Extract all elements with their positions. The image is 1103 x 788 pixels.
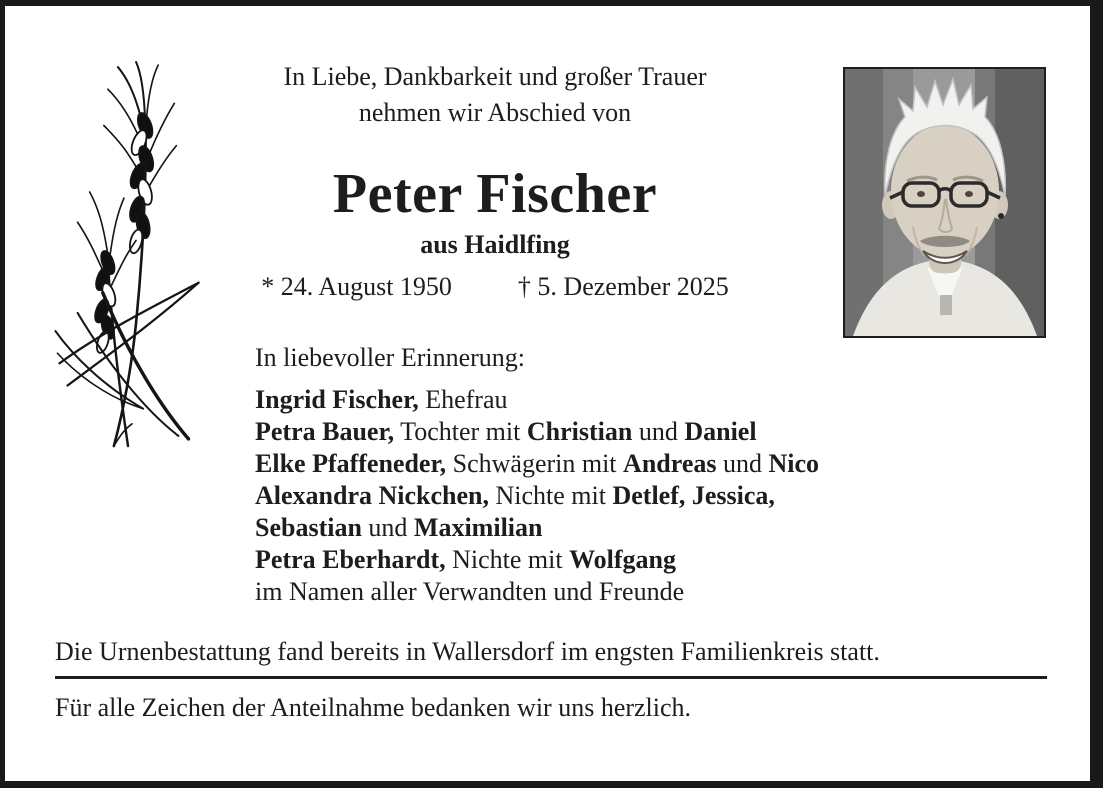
announcement-header [150, 59, 840, 303]
mourner-line: Alexandra Nickchen, Nichte mit Detlef, Jessica, [255, 481, 775, 510]
intro-line-1: In Liebe, Dankbarkeit und großer Trauer [283, 62, 707, 91]
mourner-line: Petra Bauer, Tochter mit Christian und Daniel [255, 417, 757, 446]
death-date: † 5. Dezember 2025 [517, 272, 729, 301]
life-dates [150, 271, 840, 303]
memorial-section [255, 340, 955, 608]
birth-date: * 24. August 1950 [261, 272, 452, 301]
remembrance-heading: In liebevoller Erinnerung: [255, 343, 526, 372]
portrait-photo [843, 67, 1046, 338]
deceased-name: Peter Fischer [332, 163, 658, 225]
funeral-note: Die Urnenbestattung fand bereits in Wallersdorf im engsten Familienkreis statt. [55, 637, 880, 666]
intro-line-2: nehmen wir Abschied von [358, 98, 632, 127]
divider-line [55, 676, 1047, 679]
mourner-line: Petra Eberhardt, Nichte mit Wolfgang [255, 545, 677, 574]
thanks-note: Für alle Zeichen der Anteilnahme bedanken wir uns herzlich. [55, 693, 692, 722]
mourners-list [255, 384, 955, 608]
obituary-sheet [5, 6, 1090, 781]
mourner-line: im Namen aller Verwandten und Freunde [255, 577, 685, 606]
mourner-line: Sebastian und Maximilian [255, 513, 543, 542]
deceased-origin: aus Haidlfing [420, 230, 570, 259]
mourner-line: Elke Pfaffeneder, Schwägerin mit Andreas und Nico [255, 449, 820, 478]
portrait-photo-image [845, 69, 1044, 336]
mourner-line: Ingrid Fischer, Ehefrau [255, 385, 508, 414]
